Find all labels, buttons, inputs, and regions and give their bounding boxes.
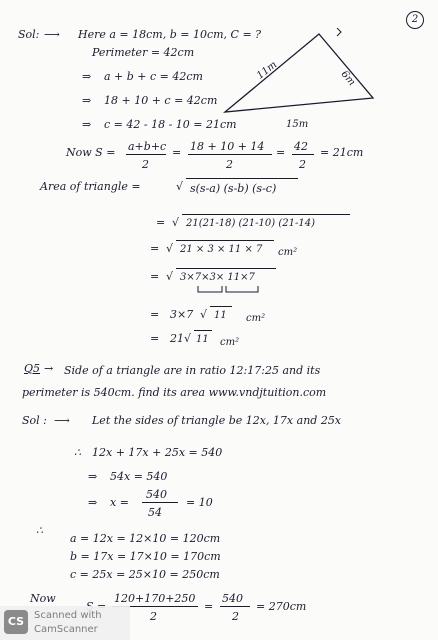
area-line6-unit: cm²: [220, 337, 240, 348]
implies-icon: ⇒: [82, 118, 92, 131]
radical-bar: [186, 178, 298, 179]
arrow-icon: ⟶: [44, 28, 60, 41]
given-line: Here a = 18cm, b = 10cm, C = ?: [78, 28, 262, 41]
radical-bar: [210, 306, 232, 307]
equals: =: [150, 308, 160, 321]
implies-icon: ⇒: [82, 70, 92, 83]
sqrt-icon: √: [166, 242, 174, 255]
question-number: Q5: [24, 362, 41, 375]
eq3-rhs: = 10: [186, 496, 213, 509]
sqrt-icon: √: [200, 308, 208, 321]
side-c: c = 25x = 25×10 = 250cm: [70, 568, 220, 581]
implies-icon: ⇒: [88, 496, 98, 509]
fraction-bar: [142, 502, 178, 503]
fraction-bar: [188, 154, 272, 155]
area-line3-unit: cm²: [278, 247, 298, 258]
area-line2: 21(21-18) (21-10) (21-14): [186, 218, 315, 229]
equals: =: [172, 146, 182, 159]
area-label: Area of triangle =: [40, 180, 141, 193]
perimeter-line: Perimeter = 42cm: [92, 46, 195, 59]
s-frac1-den: 2: [142, 158, 149, 171]
radical-bar: [176, 268, 276, 269]
area-line3: 21 × 3 × 11 × 7: [180, 244, 263, 255]
area-line6a: 21: [170, 332, 184, 345]
sqrt-icon: √: [184, 332, 192, 345]
arrow-icon: →: [44, 362, 54, 375]
therefore-icon: ∴: [74, 446, 81, 459]
s2-num: 120+170+250: [114, 592, 196, 605]
question-text-line1: Side of a triangle are in ratio 12:17:25 and its: [64, 364, 321, 377]
implies-icon: ⇒: [82, 94, 92, 107]
eq1: 12x + 17x + 25x = 540: [92, 446, 223, 459]
let-line: Let the sides of triangle be 12x, 17x and 25x: [92, 414, 342, 427]
eq3-num: 540: [146, 488, 167, 501]
s-frac2-num: 18 + 10 + 14: [190, 140, 265, 153]
s-result: = 21cm: [320, 146, 364, 159]
eq2: 54x = 540: [110, 470, 168, 483]
triangle-figure: [215, 28, 385, 132]
camscanner-logo-icon: CS: [4, 610, 28, 634]
implies-icon: ⇒: [88, 470, 98, 483]
eq3-lhs: x =: [110, 496, 129, 509]
radical-bar: [176, 240, 274, 241]
fraction-bar: [292, 154, 314, 155]
s-frac3-den: 2: [299, 158, 306, 171]
equals: =: [156, 216, 166, 229]
sol-label: Sol :: [22, 414, 47, 427]
equals: =: [150, 242, 160, 255]
equals: =: [150, 270, 160, 283]
arrow-icon: ⟶: [54, 414, 70, 427]
area-line5b: 11: [214, 310, 227, 321]
radical-bar: [194, 330, 212, 331]
area-line5a: 3×7: [170, 308, 194, 321]
fraction-bar: [126, 154, 166, 155]
s2-mid-den: 2: [232, 610, 239, 623]
side-a: a = 12x = 12×10 = 120cm: [70, 532, 221, 545]
step1: a + b + c = 42cm: [104, 70, 203, 83]
heron-formula: s(s-a) (s-b) (s-c): [190, 182, 277, 195]
equals: =: [276, 146, 286, 159]
sol-label: Sol:: [18, 28, 40, 41]
equals: =: [204, 600, 214, 613]
s-frac1-num: a+b+c: [128, 140, 167, 153]
now-label: Now: [30, 592, 56, 605]
fraction-bar: [220, 606, 250, 607]
side-b: b = 17x = 17×10 = 170cm: [70, 550, 221, 563]
sqrt-icon: √: [176, 180, 184, 193]
step2: 18 + 10 + c = 42cm: [104, 94, 218, 107]
area-line4: 3×7×3× 11×7: [180, 272, 255, 283]
therefore-icon: ∴: [36, 524, 43, 537]
side-label-bottom: 15m: [286, 119, 309, 130]
watermark-line1: Scanned with: [34, 610, 102, 621]
area-line6b: 11: [196, 334, 209, 345]
pairing-brackets: [196, 284, 262, 296]
s2-mid-num: 540: [222, 592, 243, 605]
page-number: 2: [406, 11, 424, 29]
step3: c = 42 - 18 - 10 = 21cm: [104, 118, 237, 131]
eq3-den: 54: [148, 506, 162, 519]
s2-result: = 270cm: [256, 600, 307, 613]
watermark-line2: CamScanner: [34, 624, 98, 635]
camscanner-watermark: [0, 606, 130, 640]
s-frac3-num: 42: [294, 140, 308, 153]
equals: =: [150, 332, 160, 345]
s2-den: 2: [150, 610, 157, 623]
side-label-left: 11m: [254, 59, 280, 82]
sqrt-icon: √: [166, 270, 174, 283]
side-label-right: 6m: [338, 68, 358, 89]
area-line5-unit: cm²: [246, 313, 266, 324]
s-label: Now S =: [66, 146, 116, 159]
s-frac2-den: 2: [226, 158, 233, 171]
question-text-line2: perimeter is 540cm. find its area www.vndjtuition.com: [22, 386, 327, 399]
radical-bar: [182, 214, 350, 215]
sqrt-icon: √: [172, 216, 180, 229]
